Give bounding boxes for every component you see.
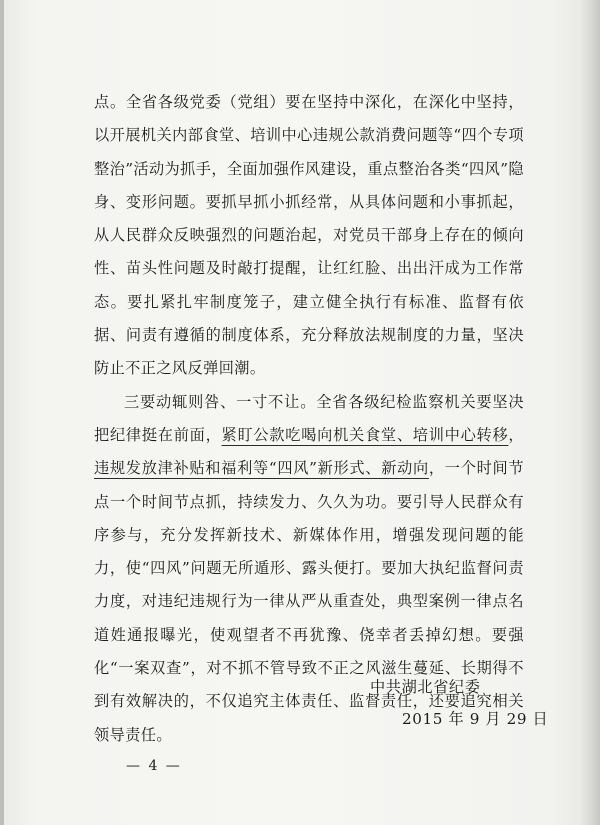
paragraph-2-rest: ，一个时间节点一个时间节点抓，持续发力、久久为功。要引导人民群众有序参与，充分发挥新技术、新媒体作用，增强发现问题的能力，使“四风”问题无所遁形、露头便打。要加大执纪监督问责力度，对违纪违规行为一律从严从重查处，典型案例一律点名道姓通报曝光，使观望者不再犹豫、侥幸者丢掉幻想。要强化“一案双查”，对不抓不管导致不正之风滋生蔓延、长期得不到有效解决的，不仅追究主体责任、监督责任，还要追究相关领导责任。 bbox=[94, 459, 524, 744]
scan-left-edge bbox=[0, 0, 4, 825]
underlined-phrase-2: 违规发放津补贴和福利等“四风”新形式、新动向 bbox=[94, 459, 429, 478]
signature-date: 2015 年 9 月 29 日 bbox=[402, 710, 549, 728]
scan-right-edge bbox=[578, 0, 600, 825]
signature-organization: 中共湖北省纪委 bbox=[370, 678, 481, 696]
underlined-phrase-1: 紧盯公款吃喝向机关食堂、培训中心转移 bbox=[221, 425, 509, 444]
document-body bbox=[94, 86, 524, 752]
paragraph-2-intro: 三要动辄则咎、一寸不让。全省各级纪检监察机关要坚决把纪律挺在前面， bbox=[94, 392, 524, 444]
paragraph-2-comma: ， bbox=[508, 425, 525, 444]
paragraph-1: 点。全省各级党委（党组）要在坚持中深化，在深化中坚持，以开展机关内部食堂、培训中心违规公款消费问题等“四个专项整治”活动为抓手，全面加强作风建设，重点整治各类“四风”隐身、变形问题。要抓早抓小抓经常，从具体问题和小事抓起，从人民群众反映强烈的问题治起，对党员干部身上存在的倾向性、苗头性问题及时敲打提醒，让红红脸、出出汗成为工作常态。要扎紧扎牢制度笼子，建立健全执行有标准、监督有依据、问责有遵循的制度体系，充分释放法规制度的力量，坚决防止不正之风反弹回潮。 bbox=[94, 93, 524, 378]
page-number: — 4 — bbox=[126, 758, 182, 774]
